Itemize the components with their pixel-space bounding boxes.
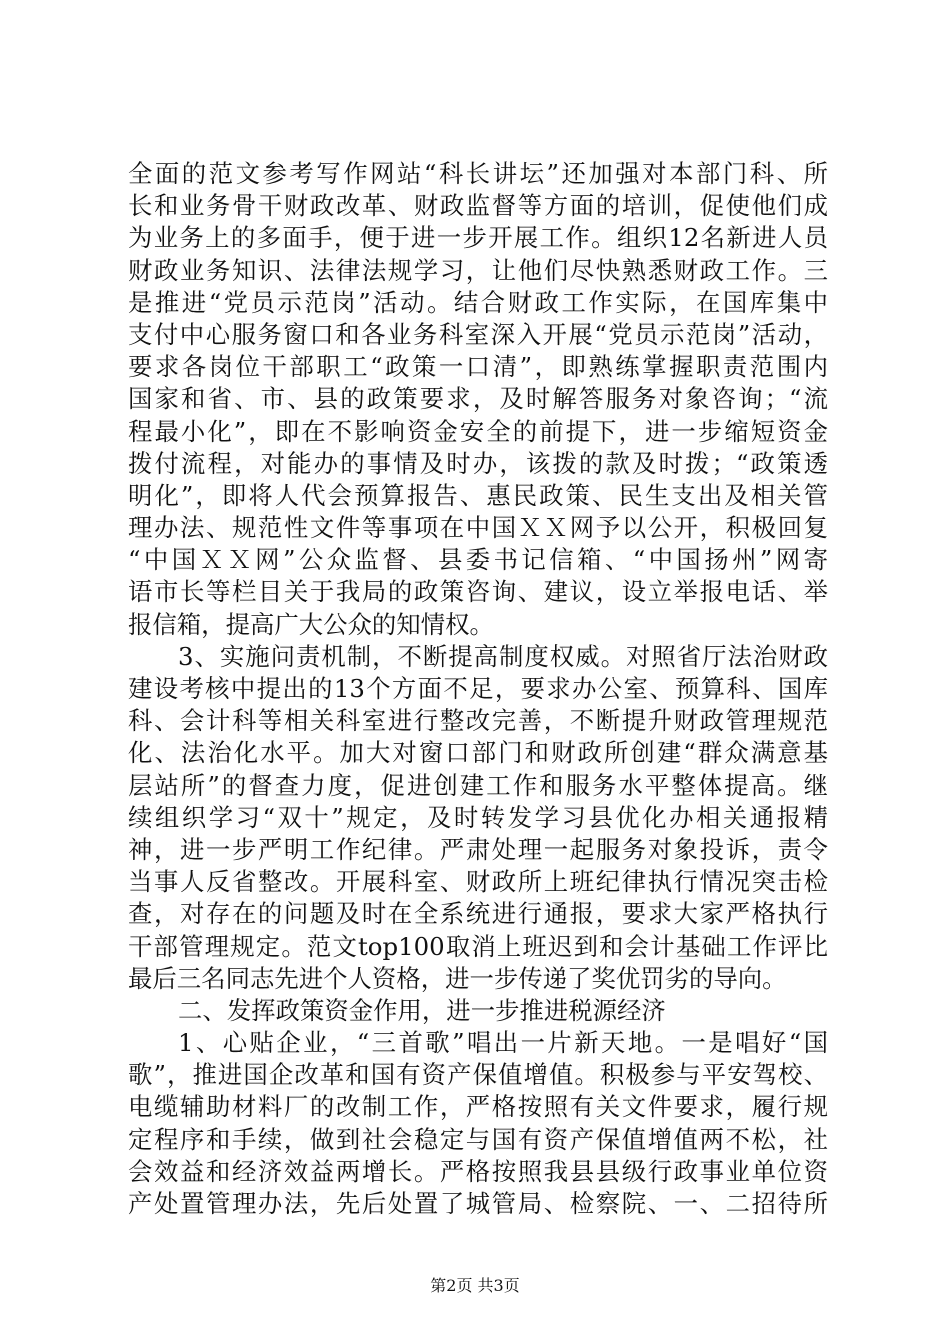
document-body <box>128 158 828 1220</box>
text-line-25: 干部管理规定。范文top100取消上班迟到和会计基础工作评比 <box>128 931 828 961</box>
text-line-14: 语市长等栏目关于我局的政策咨询、建议，设立举报电话、举 <box>128 577 828 607</box>
text-line-15: 报信箱，提高广大公众的知情权。 <box>128 609 494 639</box>
text-line-22: 神，进一步严明工作纪律。严肃处理一起服务对象投诉，责令 <box>128 834 828 864</box>
text-line-11: 明化”，即将人代会预算报告、惠民政策、民生支出及相关管 <box>128 480 828 510</box>
text-line-33: 产处置管理办法，先后处置了城管局、检察院、一、二招待所 <box>128 1189 828 1218</box>
text-line-29: 歌”，推进国企改革和国有资产保值增值。积极参与平安驾校、 <box>128 1060 828 1090</box>
section-heading: 二、发挥政策资金作用，进一步推进税源经济 <box>178 995 666 1025</box>
text-line-1: 全面的范文参考写作网站“科长讲坛”还加强对本部门科、所 <box>128 159 828 188</box>
text-line-5: 是推进“党员示范岗”活动。结合财政工作实际，在国库集中 <box>128 287 828 317</box>
text-line-30: 电缆辅助材料厂的改制工作，严格按照有关文件要求，履行规 <box>128 1092 828 1122</box>
text-line-28: 1、心贴企业，“三首歌”唱出一片新天地。一是唱好“国 <box>178 1028 828 1058</box>
text-line-9: 程最小化”，即在不影响资金安全的前提下，进一步缩短资金 <box>128 416 828 446</box>
text-line-31: 定程序和手续，做到社会稳定与国有资产保值增值两不松，社 <box>128 1124 828 1154</box>
text-line-3: 为业务上的多面手，便于进一步开展工作。组织12名新进人员 <box>128 223 828 253</box>
text-line-24: 查，对存在的问题及时在全系统进行通报，要求大家严格执行 <box>128 899 828 929</box>
text-line-32: 会效益和经济效益两增长。严格按照我县县级行政事业单位资 <box>128 1156 828 1186</box>
text-line-7: 要求各岗位干部职工“政策一口清”，即熟练掌握职责范围内 <box>128 352 828 382</box>
text-line-20: 层站所”的督查力度，促进创建工作和服务水平整体提高。继 <box>128 770 828 800</box>
text-line-13: “中国ＸＸ网”公众监督、县委书记信箱、“中国扬州”网寄 <box>128 545 828 575</box>
text-line-12: 理办法、规范性文件等事项在中国ＸＸ网予以公开，积极回复 <box>128 513 828 543</box>
text-line-17: 建设考核中提出的13个方面不足，要求办公室、预算科、国库 <box>128 674 828 703</box>
text-line-19: 化、法治化水平。加大对窗口部门和财政所创建“群众满意基 <box>128 738 828 768</box>
text-line-2: 长和业务骨干财政改革、财政监督等方面的培训，促使他们成 <box>128 191 828 221</box>
text-line-6: 支付中心服务窗口和各业务科室深入开展“党员示范岗”活动， <box>128 319 828 349</box>
text-line-16: 3、实施问责机制，不断提高制度权威。对照省厅法治财政 <box>178 641 828 671</box>
text-line-23: 当事人反省整改。开展科室、财政所上班纪律执行情况突击检 <box>128 867 828 897</box>
text-line-10: 拨付流程，对能办的事情及时办，该拨的款及时拨；“政策透 <box>128 448 828 478</box>
text-line-4: 财政业务知识、法律法规学习，让他们尽快熟悉财政工作。三 <box>128 255 828 285</box>
text-line-21: 续组织学习“双十”规定，及时转发学习县优化办相关通报精 <box>128 802 828 832</box>
text-line-18: 科、会计科等相关科室进行整改完善，不断提升财政管理规范 <box>128 706 828 736</box>
text-line-8: 国家和省、市、县的政策要求，及时解答服务对象咨询；“流 <box>128 384 828 414</box>
page-number-footer: 第2页 共3页 <box>430 1276 520 1295</box>
text-line-26: 最后三名同志先进个人资格，进一步传递了奖优罚劣的导向。 <box>128 963 787 993</box>
